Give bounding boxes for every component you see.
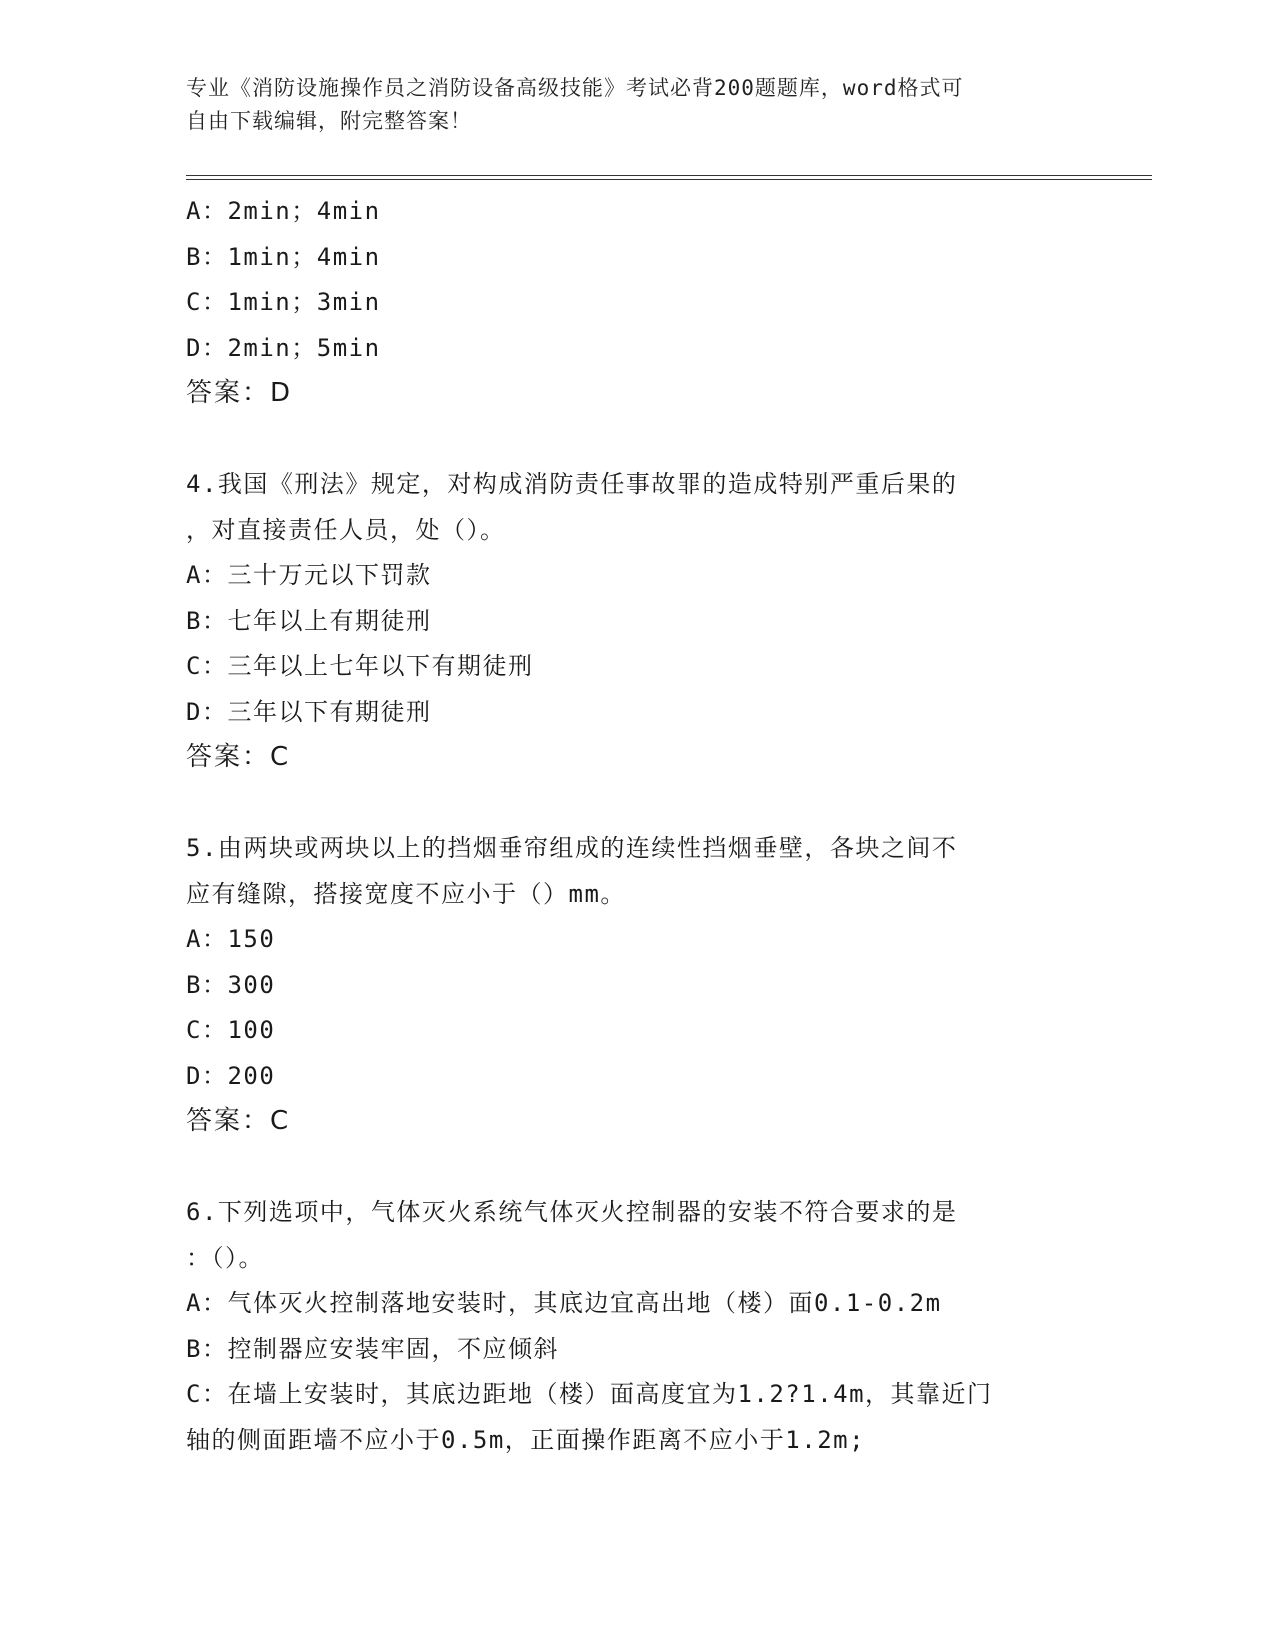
question-6-option-c-line-2: 轴的侧面距墙不应小于0.5m，正面操作距离不应小于1.2m; <box>186 1425 866 1454</box>
question-3-option-c: C：1min；3min <box>186 288 381 316</box>
question-4-option-c: C：三年以上七年以下有期徒刑 <box>186 652 534 680</box>
question-6-stem-line-2: ：（）。 <box>186 1243 264 1272</box>
question-5-option-d: D：200 <box>186 1061 276 1090</box>
question-4-block <box>186 462 1086 781</box>
question-6-option-c-line-1: C：在墙上安装时，其底边距地（楼）面高度宜为1.2?1.4m，其靠近门 <box>186 1380 993 1408</box>
spacer <box>186 781 1086 827</box>
header-title-line-2: 自由下载编辑，附完整答案！ <box>186 109 472 133</box>
question-4-option-a: A：三十万元以下罚款 <box>186 561 432 589</box>
question-4-option-d: D：三年以下有期徒刑 <box>186 697 432 726</box>
question-6-stem-line-1: 6.下列选项中，气体灭火系统气体灭火控制器的安装不符合要求的是 <box>186 1198 958 1226</box>
question-3-option-b: B：1min；4min <box>186 242 381 271</box>
question-5-option-c: C：100 <box>186 1016 276 1044</box>
question-5-stem-line-2: 应有缝隙，搭接宽度不应小于（）mm。 <box>186 879 626 908</box>
question-6-option-a: A：气体灭火控制落地安装时，其底边宜高出地（楼）面0.1-0.2m <box>186 1289 942 1317</box>
question-5-option-b: B：300 <box>186 970 276 999</box>
spacer <box>186 417 1086 463</box>
question-3-option-d: D：2min；5min <box>186 333 381 362</box>
page-header <box>186 72 1086 138</box>
question-4-answer: 答案：C <box>186 742 291 772</box>
header-title-line-1: 专业《消防设施操作员之消防设备高级技能》考试必背200题题库，word格式可 <box>186 76 964 100</box>
question-5-option-a: A：150 <box>186 925 276 953</box>
question-4-option-b: B：七年以上有期徒刑 <box>186 606 432 635</box>
header-divider <box>186 175 1152 180</box>
question-4-stem-line-1: 4.我国《刑法》规定，对构成消防责任事故罪的造成特别严重后果的 <box>186 470 958 498</box>
question-6-block <box>186 1190 1086 1463</box>
question-6-option-b: B：控制器应安装牢固，不应倾斜 <box>186 1334 559 1363</box>
question-5-answer: 答案：C <box>186 1106 291 1136</box>
question-3-block <box>186 189 1086 417</box>
question-5-block <box>186 826 1086 1145</box>
spacer <box>186 1145 1086 1191</box>
question-5-stem-line-1: 5.由两块或两块以上的挡烟垂帘组成的连续性挡烟垂壁，各块之间不 <box>186 834 958 862</box>
question-content <box>186 189 1086 1463</box>
question-3-answer: 答案：D <box>186 378 293 408</box>
question-3-option-a: A：2min；4min <box>186 197 381 225</box>
question-4-stem-line-2: ，对直接责任人员，处（）。 <box>186 515 506 544</box>
